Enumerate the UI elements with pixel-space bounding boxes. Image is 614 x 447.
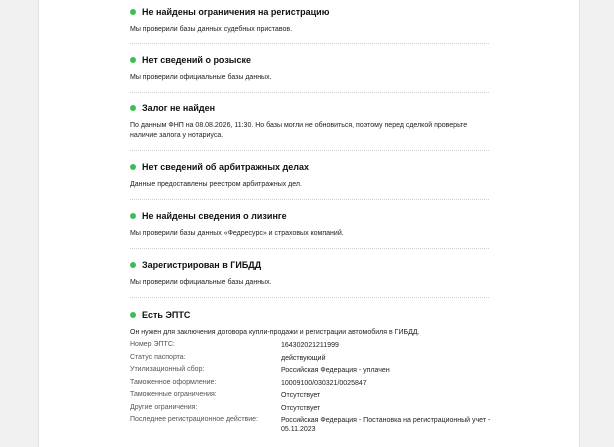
status-ok-icon [130, 105, 136, 111]
detail-label: Утилизационный сбор: [130, 366, 205, 373]
detail-value: 10009100/030321/0025847 [281, 379, 367, 387]
status-ok-icon [130, 213, 136, 219]
check-epts [91, 308, 489, 338]
status-ok-icon [130, 262, 136, 268]
epts-detail-row [130, 341, 510, 354]
check-registration-restrictions [91, 5, 489, 35]
epts-detail-row [130, 391, 510, 404]
status-ok-icon [130, 9, 136, 15]
check-description: Мы проверили официальные базы данных. [130, 74, 272, 81]
epts-detail-row [130, 416, 510, 438]
check-title: Нет сведений о розыске [142, 55, 251, 65]
detail-value: Отсутствует [281, 392, 321, 399]
divider [130, 297, 489, 298]
check-wanted [91, 53, 489, 83]
epts-detail-row [130, 379, 510, 392]
detail-value: Российская Федерация - Постановка на регистрационный учет - 05.11.2023 [281, 417, 491, 433]
check-arbitration [91, 160, 489, 190]
detail-value: 164302021211999 [281, 342, 339, 349]
divider [130, 199, 489, 200]
check-description: Мы проверили базы данных судебных приставов. [130, 26, 293, 33]
detail-label: Таможенные ограничения: [130, 391, 217, 398]
epts-detail-row [130, 366, 510, 379]
check-description: По данным ФНП на 08.08.2026, 11:30. Но базы могли не обновиться, поэтому перед сделкой проверьте наличие залога у нотариуса. [130, 122, 468, 139]
check-description: Он нужен для заключения договора купли-продажи и регистрации автомобиля в ГИБДД. [130, 329, 420, 336]
check-pledge [91, 101, 489, 140]
check-title: Зарегистрирован в ГИБДД [142, 260, 262, 270]
check-title: Не найдены сведения о лизинге [142, 211, 287, 221]
check-title: Не найдены ограничения на регистрацию [142, 7, 330, 17]
check-gibdd-registration [91, 258, 489, 288]
check-leasing [91, 209, 489, 239]
detail-value: Российская Федерация - уплачен [281, 367, 390, 374]
check-description: Мы проверили официальные базы данных. [130, 279, 272, 286]
divider [130, 150, 489, 151]
status-ok-icon [130, 312, 136, 318]
status-ok-icon [130, 57, 136, 63]
detail-label: Статус паспорта: [130, 353, 186, 361]
divider [130, 43, 489, 44]
divider [130, 248, 489, 249]
check-title: Есть ЭПТС [142, 310, 191, 320]
epts-detail-row [130, 354, 510, 367]
check-title: Залог не найден [142, 103, 216, 113]
detail-label: Таможенное оформление: [130, 378, 217, 386]
detail-label: Другие ограничения: [130, 403, 198, 411]
detail-value: действующий [281, 354, 326, 362]
check-description: Данные предоставлены реестром арбитражных дел. [130, 181, 302, 188]
detail-label: Номер ЭПТС: [130, 341, 175, 348]
check-title: Нет сведений об арбитражных делах [142, 162, 309, 172]
epts-detail-row [130, 404, 510, 417]
check-description: Мы проверили базы данных «Федресурс» и страховых компаний. [130, 230, 344, 237]
divider [130, 92, 489, 93]
detail-label: Последнее регистрационное действие: [130, 416, 259, 423]
status-ok-icon [130, 164, 136, 170]
epts-details [130, 341, 510, 438]
detail-value: Отсутствует [281, 404, 321, 412]
